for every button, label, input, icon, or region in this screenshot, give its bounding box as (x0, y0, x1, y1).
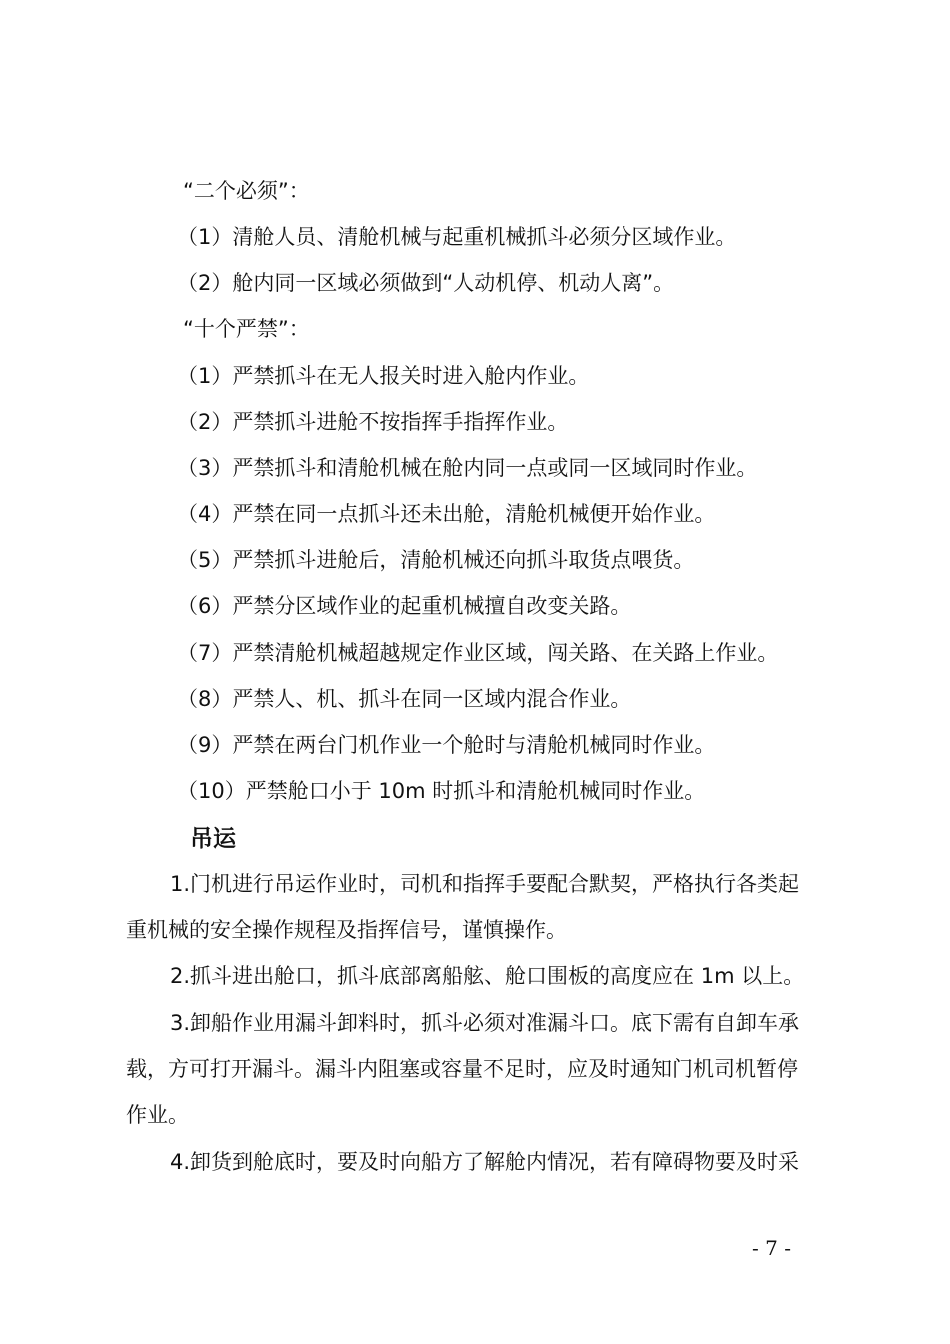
prohibition-item-9: （9）严禁在两台门机作业一个舱时与清舱机械同时作业。 (177, 733, 716, 757)
prohibition-item-3: （3）严禁抓斗和清舱机械在舱内同一点或同一区域同时作业。 (177, 456, 758, 480)
hoisting-paragraph-3-line-2: 载，方可打开漏斗。漏斗内阻塞或容量不足时，应及时通知门机司机暂停 (126, 1057, 798, 1081)
prohibition-item-2: （2）严禁抓斗进舱不按指挥手指挥作业。 (177, 410, 569, 434)
prohibition-item-4: （4）严禁在同一点抓斗还未出舱，清舱机械便开始作业。 (177, 502, 716, 526)
hoisting-paragraph-2: 2.抓斗进出舱口，抓斗底部离船舷、舱口围板的高度应在 1m 以上。 (170, 964, 805, 988)
prohibition-item-1: （1）严禁抓斗在无人报关时进入舱内作业。 (177, 364, 590, 388)
prohibition-item-6: （6）严禁分区域作业的起重机械擅自改变关路。 (177, 594, 632, 618)
prohibition-item-10: （10）严禁舱口小于 10m 时抓斗和清舱机械同时作业。 (177, 779, 706, 803)
must-item-1: （1）清舱人员、清舱机械与起重机械抓斗必须分区域作业。 (177, 225, 737, 249)
hoisting-paragraph-3-line-3: 作业。 (126, 1103, 189, 1127)
hoisting-paragraph-4-line-1: 4.卸货到舱底时，要及时向船方了解舱内情况，若有障碍物要及时采 (170, 1150, 800, 1174)
musts-title: “二个必须”： (183, 179, 310, 203)
must-item-2: （2）舱内同一区域必须做到“人动机停、机动人离”。 (177, 271, 675, 295)
prohibitions-title: “十个严禁”： (183, 317, 310, 341)
prohibition-item-7: （7）严禁清舱机械超越规定作业区域，闯关路、在关路上作业。 (177, 641, 779, 665)
page-number: - 7 - (752, 1236, 791, 1260)
prohibition-item-5: （5）严禁抓斗进舱后，清舱机械还向抓斗取货点喂货。 (177, 548, 695, 572)
prohibition-item-8: （8）严禁人、机、抓斗在同一区域内混合作业。 (177, 687, 632, 711)
hoisting-heading: 吊运 (190, 826, 236, 852)
hoisting-paragraph-1-line-1: 1.门机进行吊运作业时，司机和指挥手要配合默契，严格执行各类起 (170, 872, 800, 896)
hoisting-paragraph-1-line-2: 重机械的安全操作规程及指挥信号，谨慎操作。 (126, 918, 567, 942)
hoisting-paragraph-3-line-1: 3.卸船作业用漏斗卸料时，抓斗必须对准漏斗口。底下需有自卸车承 (170, 1011, 800, 1035)
